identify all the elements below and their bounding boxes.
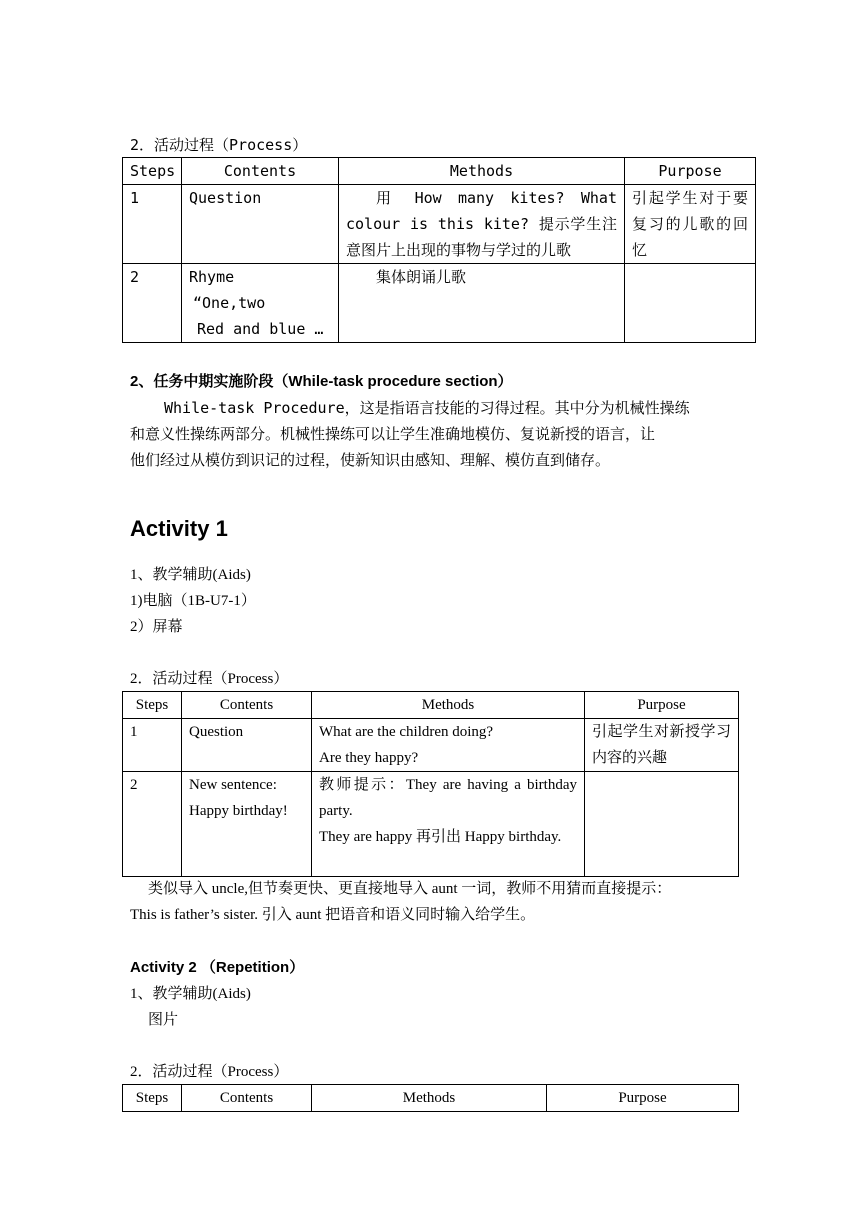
while-task-paragraph: [130, 395, 730, 473]
activity2-title: Activity 2 （Repetition）: [130, 959, 305, 976]
activity2-aid-item: 图片: [148, 1012, 179, 1028]
method-cell: [312, 719, 585, 772]
content-line: New sentence:: [189, 777, 277, 793]
process-label-3: 2．活动过程（Process）: [130, 1064, 289, 1080]
paragraph-line: While-task Procedure，这是指语言技能的习得过程。其中分为机械性操练: [164, 399, 690, 417]
table-header-row: [123, 1085, 739, 1112]
method-line: 教师提示：They are having a birthday party.: [319, 777, 577, 819]
step-cell: 2: [123, 772, 182, 877]
table-row: [123, 264, 756, 343]
activity1-note: [130, 876, 740, 928]
method-line: Are they happy?: [319, 750, 419, 766]
table-header-row: [123, 692, 739, 719]
while-task-heading: 2、任务中期实施阶段（While-task procedure section）: [130, 373, 513, 390]
activity1-aids-label: 1、教学辅助(Aids): [130, 567, 251, 583]
paragraph-line: 和意义性操练两部分。机械性操练可以让学生准确地模仿、复说新授的语言，让: [130, 425, 656, 443]
process-label-2: 2．活动过程（Process）: [130, 671, 289, 687]
method-cell: 用 How many kites? What colour is this kite? 提示学生注意图片上出现的事物与学过的儿歌: [339, 185, 625, 264]
table-header-row: [123, 158, 756, 185]
method-cell: 集体朗诵儿歌: [339, 264, 625, 343]
header-steps: Steps: [123, 1085, 182, 1112]
content-line: Rhyme: [189, 268, 235, 286]
step-cell: 2: [123, 264, 182, 343]
purpose-cell: 引起学生对于要复习的儿歌的回忆: [625, 185, 756, 264]
header-contents: Contents: [182, 1085, 312, 1112]
step-cell: 1: [123, 719, 182, 772]
step-cell: 1: [123, 185, 182, 264]
activity1-aid-item: 2）屏幕: [130, 619, 183, 635]
header-methods: Methods: [339, 158, 625, 185]
method-line: What are the children doing?: [319, 724, 494, 740]
header-purpose: Purpose: [547, 1085, 739, 1112]
header-methods: Methods: [312, 1085, 547, 1112]
header-purpose: Purpose: [625, 158, 756, 185]
content-line: Happy birthday!: [189, 803, 288, 819]
header-steps: Steps: [123, 158, 182, 185]
header-purpose: Purpose: [585, 692, 739, 719]
header-contents: Contents: [182, 692, 312, 719]
table-row: [123, 772, 739, 877]
header-steps: Steps: [123, 692, 182, 719]
header-methods: Methods: [312, 692, 585, 719]
table-row: [123, 185, 756, 264]
process-table-3: [122, 1084, 739, 1112]
activity1-title: Activity 1: [130, 516, 228, 541]
activity1-aid-item: 1)电脑（1B-U7-1）: [130, 593, 256, 609]
content-line: “One,two: [193, 294, 266, 312]
purpose-cell: 引起学生对新授学习内容的兴趣: [585, 719, 739, 772]
note-line: 类似导入 uncle,但节奏更快、更直接地导入 aunt 一词，教师不用猜而直接提示：: [148, 881, 672, 897]
method-cell: [312, 772, 585, 877]
content-cell: Question: [182, 719, 312, 772]
process-table-1: [122, 157, 756, 343]
content-cell: Question: [182, 185, 339, 264]
content-cell: [182, 264, 339, 343]
table-row: [123, 719, 739, 772]
header-contents: Contents: [182, 158, 339, 185]
method-line: They are happy 再引出 Happy birthday.: [319, 829, 562, 845]
paragraph-line: 他们经过从模仿到识记的过程，使新知识由感知、理解、模仿直到储存。: [130, 451, 611, 469]
purpose-cell: [625, 264, 756, 343]
activity2-aids-label: 1、教学辅助(Aids): [130, 986, 251, 1002]
content-cell: [182, 772, 312, 877]
content-line: Red and blue …: [197, 320, 324, 338]
note-line: This is father’s sister. 引入 aunt 把语音和语义同时输入给学生。: [130, 907, 536, 923]
purpose-cell: [585, 772, 739, 877]
process-table-2: [122, 691, 739, 877]
process-label-1: 2．活动过程（Process）: [130, 136, 308, 154]
